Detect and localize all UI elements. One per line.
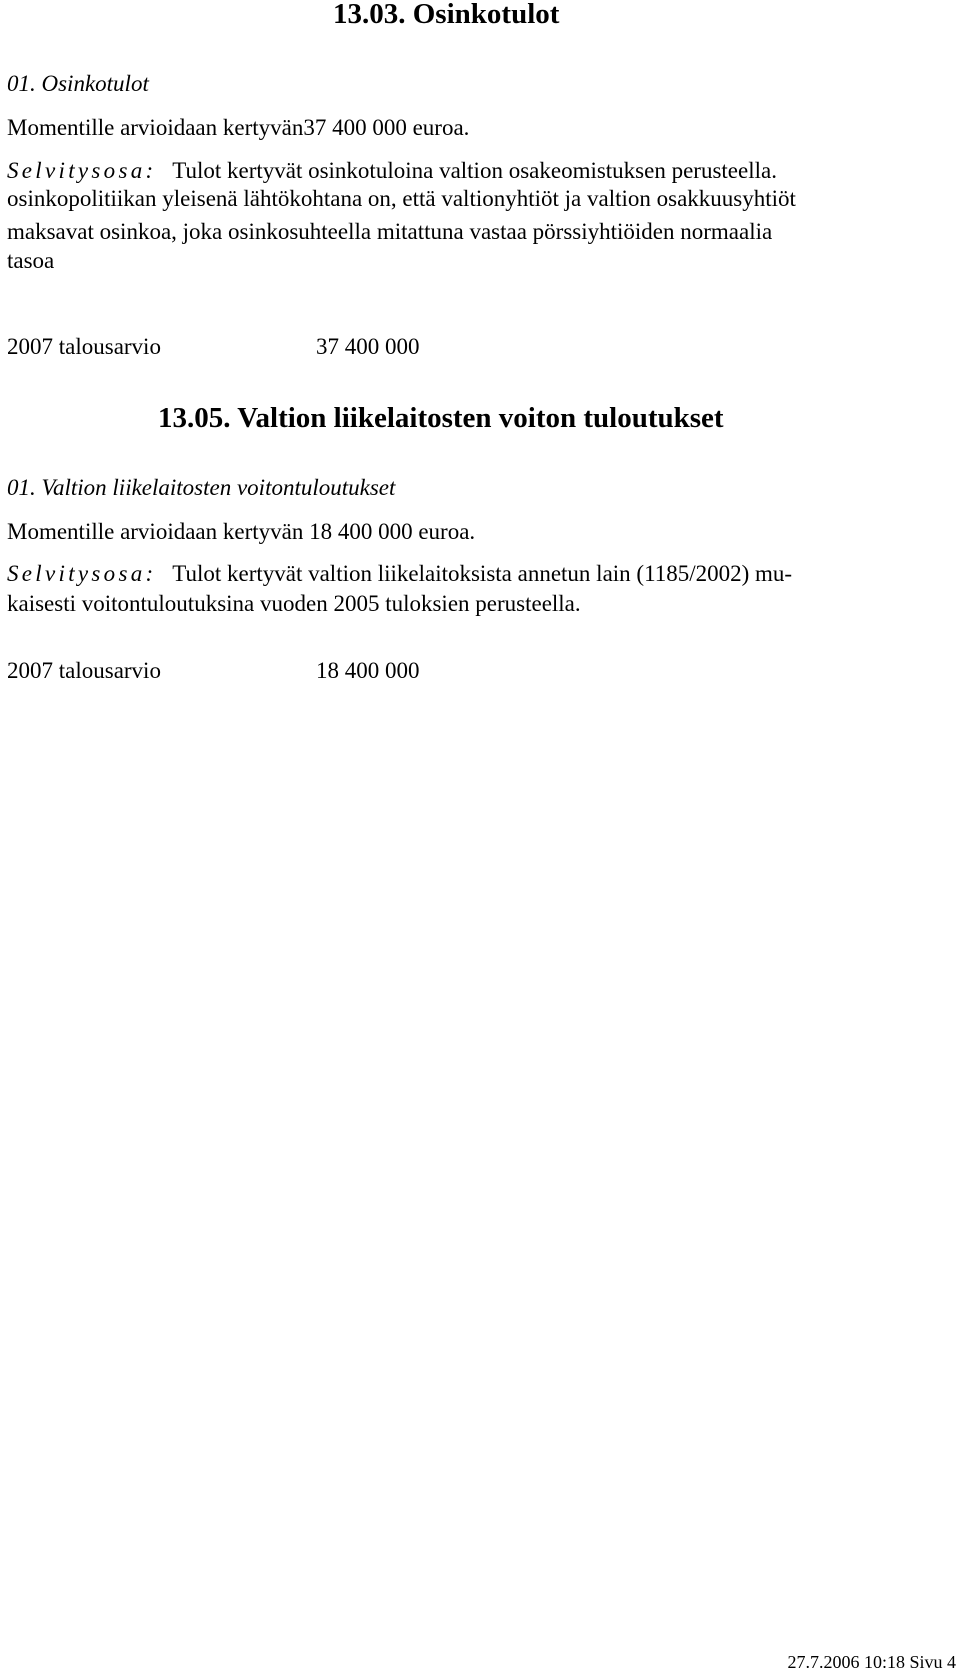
subsection-heading-01: 01. Osinkotulot xyxy=(7,71,149,96)
explanation-label: Selvitysosa: xyxy=(7,561,157,586)
estimate-text: Momentille arvioidaan kertyvän37 400 000 euroa. xyxy=(7,115,470,140)
explanation-line-1 xyxy=(7,158,777,184)
explanation-text: Tulot kertyvät osinkotuloina valtion osakeomistuksen perusteella. xyxy=(172,158,777,183)
section-heading-13-05: 13.05. Valtion liikelaitosten voiton tuloutukset xyxy=(158,402,724,434)
budget-label: 2007 talousarvio xyxy=(7,658,161,683)
estimate-text: Momentille arvioidaan kertyvän 18 400 000 euroa. xyxy=(7,519,476,544)
section-heading-13-03: 13.03. Osinkotulot xyxy=(333,0,560,30)
explanation-label: Selvitysosa: xyxy=(7,158,157,183)
budget-label: 2007 talousarvio xyxy=(7,334,161,359)
page-footer: 27.7.2006 10:18 Sivu 4 xyxy=(787,1652,956,1672)
explanation-line-2: kaisesti voitontuloutuksina vuoden 2005 tuloksien perusteella. xyxy=(7,591,581,616)
explanation-line-3: maksavat osinkoa, joka osinkosuhteella mitattuna vastaa pörssiyhtiöiden normaalia xyxy=(7,219,773,244)
budget-value: 18 400 000 xyxy=(316,658,420,683)
budget-value: 37 400 000 xyxy=(316,334,420,359)
explanation-line-4: tasoa xyxy=(7,248,55,273)
explanation-text: Tulot kertyvät valtion liikelaitoksista annetun lain (1185/2002) mu- xyxy=(172,561,793,586)
explanation-line-2: osinkopolitiikan yleisenä lähtökohtana on, että valtionyhtiöt ja valtion osakkuusyhtiöt xyxy=(7,186,796,211)
subsection-heading-01: 01. Valtion liikelaitosten voitontuloutukset xyxy=(7,475,396,500)
explanation-line-1 xyxy=(7,561,792,587)
